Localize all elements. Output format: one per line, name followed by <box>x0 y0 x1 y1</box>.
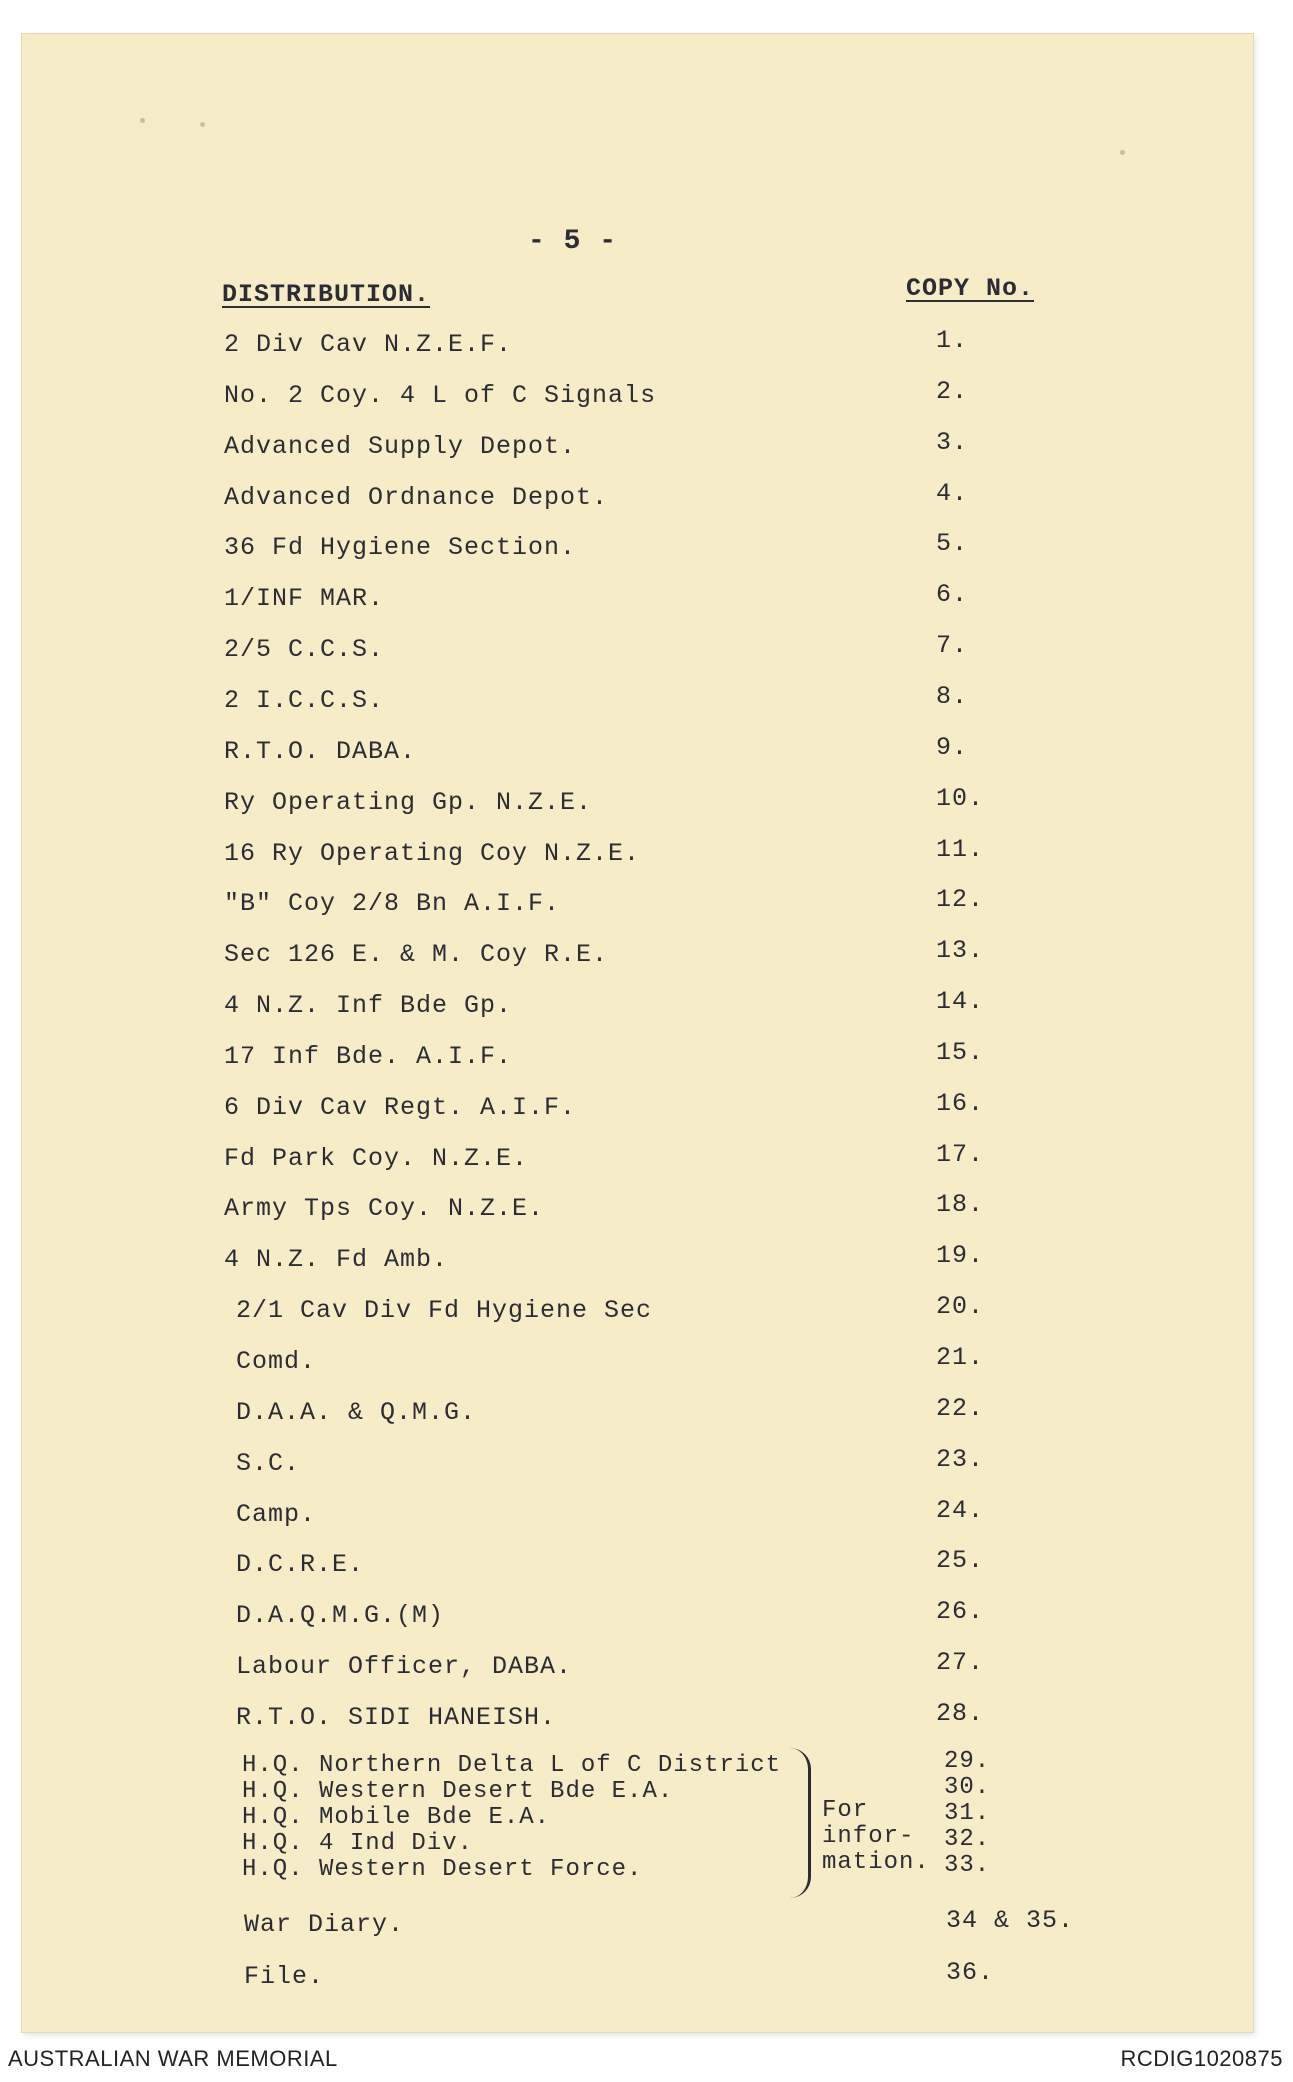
document-sheet <box>22 34 1253 2032</box>
distribution-recipient: War Diary. <box>244 1910 405 1939</box>
copy-number: 13. <box>936 936 985 965</box>
copy-number: 26. <box>936 1597 985 1626</box>
copy-number: 4. <box>936 479 969 508</box>
paper-mark <box>1120 150 1125 155</box>
note-line: For <box>822 1797 869 1824</box>
copy-number: 10. <box>936 784 985 813</box>
page-number: - 5 - <box>528 226 618 257</box>
copy-number: 19. <box>936 1241 985 1270</box>
copy-number: 33. <box>944 1852 991 1879</box>
copy-number: 21. <box>936 1343 985 1372</box>
copy-number: 5. <box>936 529 969 558</box>
copy-number: 34 & 35. <box>946 1906 1075 1935</box>
distribution-recipient: Camp. <box>236 1500 317 1529</box>
distribution-recipient: S.C. <box>236 1449 301 1478</box>
distribution-recipient: H.Q. 4 Ind Div. <box>242 1830 474 1857</box>
footer-id: RCDIG1020875 <box>1120 2046 1283 2071</box>
note-line: infor- <box>822 1823 915 1850</box>
distribution-recipient: 2 Div Cav N.Z.E.F. <box>224 330 513 359</box>
copy-number: 27. <box>936 1648 985 1677</box>
distribution-recipient: 17 Inf Bde. A.I.F. <box>224 1042 513 1071</box>
copy-number: 22. <box>936 1394 985 1423</box>
distribution-recipient: H.Q. Western Desert Bde E.A. <box>242 1778 674 1805</box>
copy-number: 24. <box>936 1496 985 1525</box>
distribution-recipient: 4 N.Z. Inf Bde Gp. <box>224 991 513 1020</box>
distribution-recipient: Labour Officer, DABA. <box>236 1652 573 1681</box>
copy-number: 30. <box>944 1774 991 1801</box>
paper-mark <box>140 118 145 123</box>
copy-number: 31. <box>944 1800 991 1827</box>
distribution-recipient: 1/INF MAR. <box>224 584 385 613</box>
copy-number: 23. <box>936 1445 985 1474</box>
distribution-recipient: 6 Div Cav Regt. A.I.F. <box>224 1093 577 1122</box>
distribution-recipient: 36 Fd Hygiene Section. <box>224 533 577 562</box>
brace-mark <box>790 1748 811 1898</box>
copy-number: 18. <box>936 1190 985 1219</box>
distribution-recipient: File. <box>244 1962 325 1991</box>
distribution-recipient: H.Q. Western Desert Force. <box>242 1856 643 1883</box>
copy-number: 14. <box>936 987 985 1016</box>
distribution-recipient: 2/1 Cav Div Fd Hygiene Sec <box>236 1296 653 1325</box>
copy-number: 12. <box>936 885 985 914</box>
copy-number: 2. <box>936 377 969 406</box>
copy-number: 7. <box>936 631 969 660</box>
copy-number: 3. <box>936 428 969 457</box>
note-line: mation. <box>822 1849 930 1876</box>
distribution-recipient: 2/5 C.C.S. <box>224 635 385 664</box>
footer-source: AUSTRALIAN WAR MEMORIAL <box>8 2046 338 2071</box>
copy-number: 20. <box>936 1292 985 1321</box>
distribution-recipient: Comd. <box>236 1347 317 1376</box>
distribution-recipient: 16 Ry Operating Coy N.Z.E. <box>224 839 641 868</box>
copy-number: 11. <box>936 835 985 864</box>
copy-no-heading: COPY No. <box>906 274 1035 303</box>
distribution-recipient: Advanced Supply Depot. <box>224 432 577 461</box>
copy-number: 36. <box>946 1958 995 1987</box>
copy-number: 1. <box>936 326 969 355</box>
distribution-recipient: 4 N.Z. Fd Amb. <box>224 1245 449 1274</box>
copy-number: 28. <box>936 1699 985 1728</box>
distribution-recipient: "B" Coy 2/8 Bn A.I.F. <box>224 889 561 918</box>
distribution-recipient: Advanced Ordnance Depot. <box>224 483 609 512</box>
distribution-recipient: H.Q. Mobile Bde E.A. <box>242 1804 551 1831</box>
copy-number: 15. <box>936 1038 985 1067</box>
distribution-recipient: Sec 126 E. & M. Coy R.E. <box>224 940 609 969</box>
distribution-recipient: Fd Park Coy. N.Z.E. <box>224 1144 529 1173</box>
distribution-recipient: R.T.O. DABA. <box>224 737 417 766</box>
copy-number: 16. <box>936 1089 985 1118</box>
distribution-recipient: H.Q. Northern Delta L of C District <box>242 1752 782 1779</box>
distribution-recipient: Army Tps Coy. N.Z.E. <box>224 1194 545 1223</box>
copy-number: 29. <box>944 1748 991 1775</box>
distribution-recipient: D.A.Q.M.G.(M) <box>236 1601 445 1630</box>
distribution-recipient: D.C.R.E. <box>236 1550 365 1579</box>
distribution-recipient: R.T.O. SIDI HANEISH. <box>236 1703 557 1732</box>
copy-number: 32. <box>944 1826 991 1853</box>
copy-number: 17. <box>936 1140 985 1169</box>
distribution-recipient: Ry Operating Gp. N.Z.E. <box>224 788 593 817</box>
distribution-heading: DISTRIBUTION. <box>222 280 431 309</box>
copy-number: 9. <box>936 733 969 762</box>
paper-mark <box>200 122 205 127</box>
distribution-recipient: No. 2 Coy. 4 L of C Signals <box>224 381 657 410</box>
distribution-recipient: D.A.A. & Q.M.G. <box>236 1398 477 1427</box>
copy-number: 8. <box>936 682 969 711</box>
for-information-note <box>822 1798 930 1876</box>
copy-number: 6. <box>936 580 969 609</box>
copy-number: 25. <box>936 1546 985 1575</box>
distribution-recipient: 2 I.C.C.S. <box>224 686 385 715</box>
